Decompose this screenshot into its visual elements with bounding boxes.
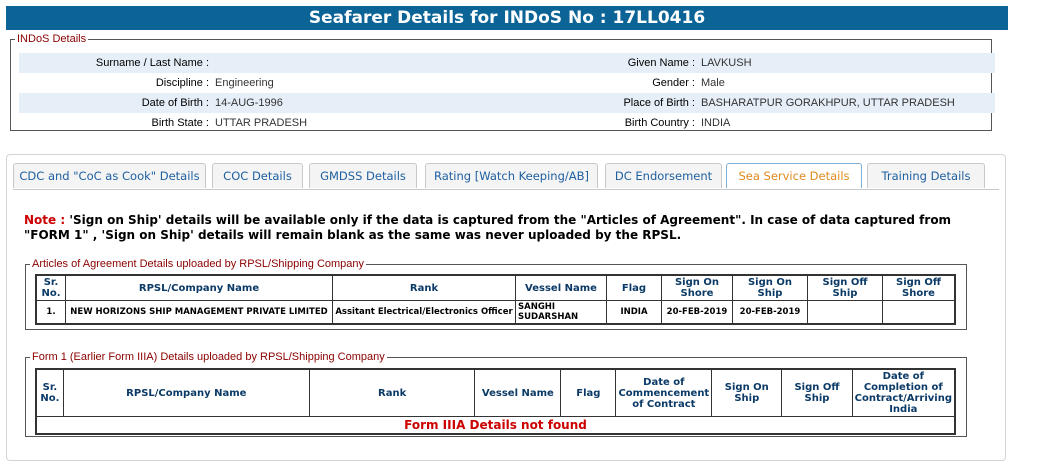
articles-legend: Articles of Agreement Details uploaded by RPSL/Shipping Company [32, 258, 365, 270]
column-header: Vessel Name [516, 275, 607, 301]
column-header: Sr. No. [36, 369, 63, 417]
column-header: RPSL/Company Name [66, 275, 333, 301]
column-header: Sign Off Shore [883, 275, 956, 301]
table-cell [808, 301, 883, 325]
field-value [213, 53, 515, 73]
table-cell: INDIA [607, 301, 662, 325]
field-value: BASHARATPUR GORAKHPUR, UTTAR PRADESH [701, 97, 955, 109]
table-cell: 1. [36, 301, 66, 325]
note-text: 'Sign on Ship' details will be available only if the data is captured from the "Articles of Agreement". In case of data captured from "FORM 1" , 'Sign on Ship' details will remain blank as the same was never uploaded by the RPSL. [24, 213, 952, 242]
indos-row [19, 53, 995, 73]
tab-dc-endorsement[interactable]: DC Endorsement [605, 163, 722, 188]
form1-table [35, 368, 956, 435]
field-value: 14-AUG-1996 [215, 97, 283, 109]
column-header: Flag [607, 275, 662, 301]
column-header: Sr. No. [36, 275, 66, 301]
column-header: Vessel Name [475, 369, 561, 417]
indos-details-legend: INDoS Details [17, 33, 87, 45]
sign-on-note [24, 213, 984, 243]
table-header-row [36, 275, 955, 301]
note-prefix: Note : [24, 213, 66, 227]
field-label: Given Name : [627, 57, 695, 69]
page-title: Seafarer Details for INDoS No : 17LL0416 [6, 6, 1008, 30]
field-label: Place of Birth : [623, 97, 695, 109]
articles-table [35, 274, 956, 325]
tab-bar [13, 163, 999, 190]
column-header: Date of Commencement of Contract [616, 369, 712, 417]
field-value: Male [701, 77, 725, 89]
table-cell [883, 301, 956, 325]
indos-row [19, 73, 995, 93]
form1-legend: Form 1 (Earlier Form IIIA) Details uploaded by RPSL/Shipping Company [32, 351, 385, 363]
column-header: Rank [333, 275, 516, 301]
indos-row [19, 113, 995, 133]
table-row [36, 301, 955, 325]
column-header: Rank [309, 369, 475, 417]
indos-row [19, 93, 995, 113]
tab-training-details[interactable]: Training Details [867, 163, 985, 188]
field-label: Birth Country : [624, 117, 695, 129]
tab-cdc-details[interactable]: CDC and "CoC as Cook" Details [13, 163, 206, 188]
tab-panel [6, 154, 1006, 461]
table-cell: Assitant Electrical/Electronics Officer [333, 301, 516, 325]
field-label: Gender : [652, 77, 695, 89]
table-header-row [36, 369, 955, 417]
field-label: Birth State : [151, 117, 209, 129]
column-header: Flag [561, 369, 616, 417]
column-header: Sign On Shore [662, 275, 733, 301]
column-header: Sign On Ship [733, 275, 808, 301]
field-label: Surname / Last Name : [95, 57, 209, 69]
tab-rating-watch-keeping[interactable]: Rating [Watch Keeping/AB] [425, 163, 598, 188]
tab-gmdss-details[interactable]: GMDSS Details [309, 163, 417, 188]
table-row [36, 417, 955, 435]
column-header: Sign Off Ship [782, 369, 852, 417]
table-cell: SANGHI SUDARSHAN [516, 301, 607, 325]
table-cell: 20-FEB-2019 [662, 301, 733, 325]
column-header: RPSL/Company Name [63, 369, 309, 417]
field-value: Engineering [215, 77, 274, 89]
indos-details-table [19, 53, 995, 133]
column-header: Sign On Ship [712, 369, 782, 417]
tab-sea-service-details[interactable]: Sea Service Details [726, 163, 862, 188]
field-label: Discipline : [155, 77, 209, 89]
table-cell: NEW HORIZONS SHIP MANAGEMENT PRIVATE LIMITED [66, 301, 333, 325]
indos-details-panel [10, 33, 992, 131]
tab-coc-details[interactable]: COC Details [212, 163, 303, 188]
field-value: INDIA [701, 117, 731, 129]
field-label: Date of Birth : [141, 97, 209, 109]
table-cell: 20-FEB-2019 [733, 301, 808, 325]
column-header: Sign Off Ship [808, 275, 883, 301]
column-header: Date of Completion of Contract/Arriving India [852, 369, 955, 417]
field-value: UTTAR PRADESH [215, 117, 308, 129]
field-value: LAVKUSH [701, 57, 752, 69]
empty-message: Form IIIA Details not found [36, 417, 955, 435]
